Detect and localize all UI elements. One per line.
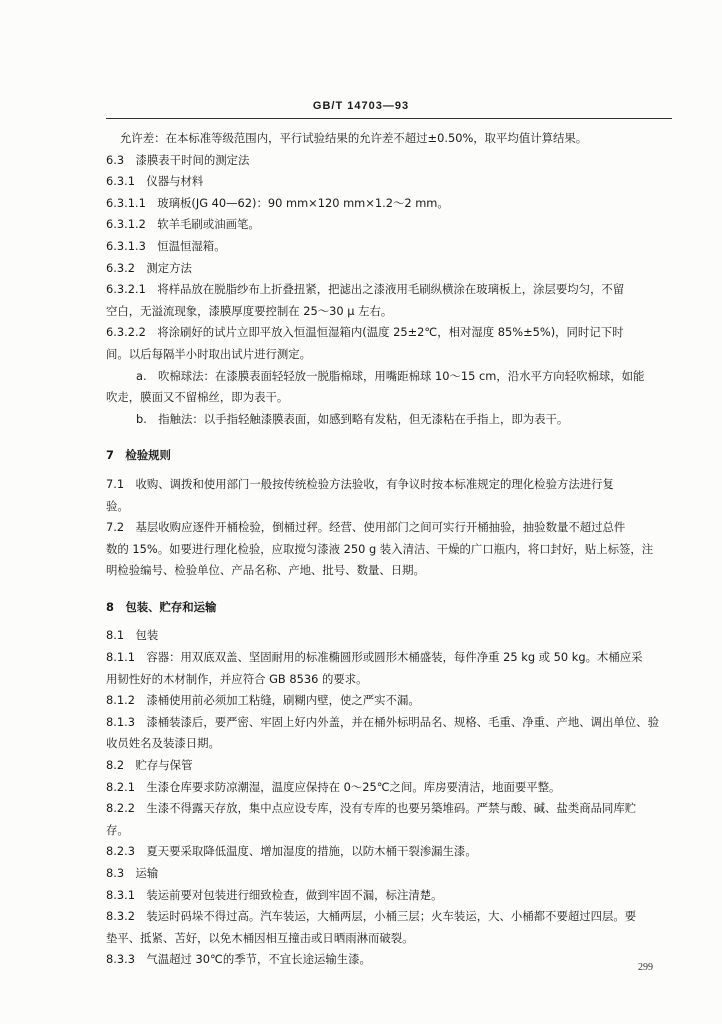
spacer: [106, 430, 672, 445]
text-line: 8.2.1 生漆仓库要求防凉潮湿，温度应保持在 0～25℃之间。库房要清洁，地面要平整。: [106, 779, 561, 794]
text-line: 垫平、抵紧、苫好，以免木桶因相互撞击或日晒雨淋而破裂。: [106, 930, 414, 945]
text-line: 允许差：在本标准等级范围内，平行试验结果的允许差不超过±0.50%，取平均值计算结果。: [120, 131, 588, 145]
section-heading: 7 检验规则: [106, 448, 171, 463]
text-line: 8.2.2 生漆不得露天存放，集中点应设专库，没有专库的也要另築堆码。严禁与酸、碱、盐类商品同库贮: [106, 801, 637, 816]
text-line: 8.2.3 夏天要采取降低温度、增加湿度的措施，以防木桶干裂渗漏生漆。: [106, 844, 477, 859]
text-line: 8.3.2 装运时码垛不得过高。汽车装运，大桶两层，小桶三层；火车装运，大、小桶都不要超过四层。要: [106, 909, 637, 924]
text-line: 验。: [106, 498, 129, 513]
text-line: 8.3 运输: [106, 866, 159, 880]
text-line: 收员姓名及装漆日期。: [106, 736, 220, 751]
text-line: 6.3.2 测定方法: [106, 260, 192, 275]
text-line: 7.2 基层收购应逐件开桶检验，倒桶过秤。经营、使用部门之间可实行开桶抽验，抽验数量不超过总件: [106, 520, 626, 535]
text-line: 6.3.1.1 玻璃板(JG 40—62)：90 mm×120 mm×1.2～2 mm。: [106, 195, 449, 210]
text-line: 6.3.1 仪器与材料: [106, 174, 204, 189]
text-line: 8.1.1 容器：用双底双盖、坚固耐用的标准椭圆形或圆形木桶盛装，每件净重 25 kg 或 50 kg。木桶应采: [106, 650, 643, 665]
text-line: 存。: [106, 822, 129, 837]
text-line: 8.1.2 漆桶使用前必须加工粘缝，刷糊内壁，使之严实不漏。: [106, 693, 420, 708]
document-header: GB/T 14703—93: [312, 100, 410, 112]
text-line: 6.3 漆膜表干时间的测定法: [106, 152, 250, 167]
page-number: 299: [638, 962, 653, 973]
text-line: 吹走，膜面又不留棉丝，即为表干。: [106, 390, 289, 405]
spacer: [106, 618, 672, 625]
text-line: 用韧性好的木材制作，并应符合 GB 8536 的要求。: [106, 671, 368, 686]
text-line: 6.3.1.3 恒温恒湿箱。: [106, 238, 226, 253]
section-heading: 8 包装、贮存和运输: [106, 599, 217, 614]
document-body: [106, 128, 672, 971]
text-line: 8.2 贮存与保管: [106, 758, 193, 773]
text-line: 数的 15%。如要进行理化检验，应取搅匀漆液 250 g 装入清洁、干燥的广口瓶内，将口封好，贴上标签，注: [106, 541, 654, 556]
header-rule: [106, 118, 672, 119]
text-line: 8.1 包装: [106, 628, 159, 643]
text-line: 8.3.3 气温超过 30℃的季节，不宜长途运输生漆。: [106, 952, 371, 967]
text-line: 8.3.1 装运前要对包装进行细致检查，做到牢固不漏，标注清楚。: [106, 887, 443, 902]
spacer: [106, 582, 672, 597]
text-line: 6.3.1.2 软羊毛刷或油画笔。: [106, 217, 260, 232]
text-line: 6.3.2.2 将涂刷好的试片立即平放入恒温恒湿箱内(温度 25±2℃，相对湿度 85%±5%)，同时记下时: [106, 325, 624, 340]
text-line: a. 吹棉球法：在漆膜表面轻轻放一脱脂棉球，用嘴距棉球 10～15 cm，沿水平方向轻吹棉球，如能: [136, 368, 645, 383]
text-line: 7.1 收购、调拨和使用部门一般按传统检验方法验收，有争议时按本标准规定的理化检验方法进行复: [106, 476, 614, 491]
text-line: 8.1.3 漆桶装漆后，要严密、牢固上好内外盖，并在桶外标明品名、规格、毛重、净重、产地、调出单位、验: [106, 714, 659, 729]
text-line: 间。以后每隔半小时取出试片进行测定。: [106, 346, 312, 361]
text-line: b. 指触法：以手指轻触漆膜表面，如感到略有发粘，但无漆粘在手指上，即为表干。: [136, 411, 569, 426]
text-line: 空白，无溢流现象，漆膜厚度要控制在 25～30 μ 左右。: [106, 303, 393, 318]
text-line: 6.3.2.1 将样品放在脱脂纱布上折叠扭紧，把滤出之漆液用毛刷纵横涂在玻璃板上，涂层要均匀，不留: [106, 282, 625, 297]
text-line: 明检验编号、检验单位、产品名称、产地、批号、数量、日期。: [106, 563, 425, 578]
spacer: [106, 467, 672, 474]
